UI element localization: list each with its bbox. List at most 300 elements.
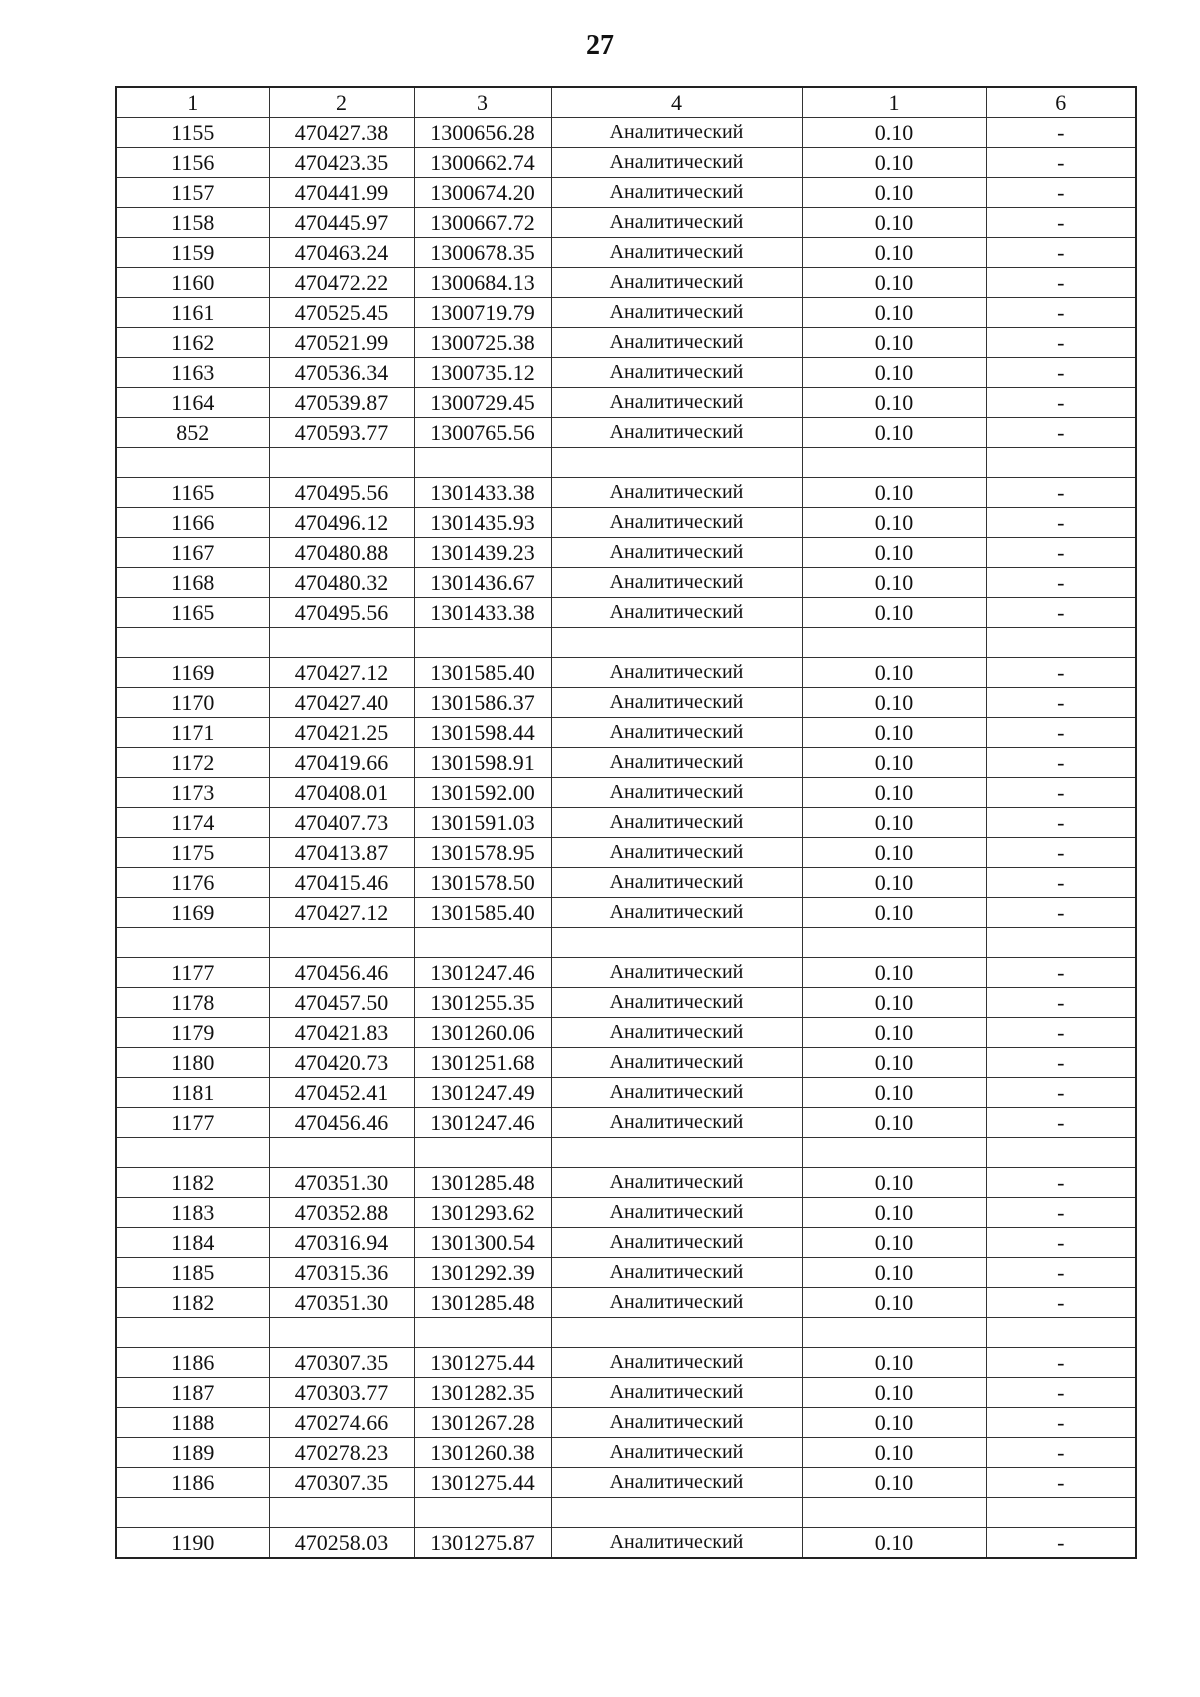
table-row [116,1168,1136,1198]
note-cell: - [986,898,1136,928]
y-coordinate-cell: 1301591.03 [414,808,551,838]
accuracy-cell: 0.10 [802,598,986,628]
table-row [116,838,1136,868]
x-coordinate-cell: 470307.35 [269,1348,414,1378]
y-coordinate-cell: 1300719.79 [414,298,551,328]
method-cell: Аналитический [551,808,802,838]
accuracy-cell: 0.10 [802,1468,986,1498]
accuracy-cell: 0.10 [802,658,986,688]
point-number-cell: 1172 [116,748,269,778]
x-coordinate-cell: 470421.83 [269,1018,414,1048]
table-row [116,1228,1136,1258]
accuracy-cell: 0.10 [802,898,986,928]
column-header: 1 [802,87,986,118]
x-coordinate-cell [269,928,414,958]
y-coordinate-cell: 1301275.44 [414,1348,551,1378]
method-cell [551,628,802,658]
method-cell [551,448,802,478]
x-coordinate-cell [269,448,414,478]
point-number-cell: 1183 [116,1198,269,1228]
method-cell: Аналитический [551,1078,802,1108]
accuracy-cell: 0.10 [802,208,986,238]
table-row [116,1138,1136,1168]
x-coordinate-cell: 470351.30 [269,1168,414,1198]
accuracy-cell: 0.10 [802,568,986,598]
method-cell: Аналитический [551,328,802,358]
x-coordinate-cell: 470427.40 [269,688,414,718]
point-number-cell: 1181 [116,1078,269,1108]
table-header-row [116,87,1136,118]
note-cell: - [986,988,1136,1018]
accuracy-cell: 0.10 [802,178,986,208]
table-row [116,868,1136,898]
x-coordinate-cell: 470457.50 [269,988,414,1018]
note-cell: - [986,598,1136,628]
note-cell: - [986,718,1136,748]
accuracy-cell [802,1318,986,1348]
note-cell: - [986,1228,1136,1258]
point-number-cell: 1179 [116,1018,269,1048]
method-cell [551,1138,802,1168]
note-cell: - [986,1348,1136,1378]
table-row [116,928,1136,958]
table-row [116,1048,1136,1078]
point-number-cell: 1155 [116,118,269,148]
note-cell: - [986,1168,1136,1198]
table-row [116,568,1136,598]
table-row [116,988,1136,1018]
table-row [116,538,1136,568]
note-cell: - [986,688,1136,718]
y-coordinate-cell: 1301592.00 [414,778,551,808]
x-coordinate-cell: 470419.66 [269,748,414,778]
accuracy-cell [802,628,986,658]
note-cell: - [986,298,1136,328]
table-row [116,118,1136,148]
accuracy-cell: 0.10 [802,1288,986,1318]
x-coordinate-cell: 470495.56 [269,478,414,508]
method-cell: Аналитический [551,1018,802,1048]
point-number-cell: 1174 [116,808,269,838]
accuracy-cell: 0.10 [802,868,986,898]
x-coordinate-cell: 470307.35 [269,1468,414,1498]
x-coordinate-cell: 470427.38 [269,118,414,148]
table-row [116,1198,1136,1228]
table-row [116,1318,1136,1348]
x-coordinate-cell: 470258.03 [269,1528,414,1559]
note-cell: - [986,1378,1136,1408]
x-coordinate-cell: 470539.87 [269,388,414,418]
note-cell: - [986,1018,1136,1048]
y-coordinate-cell: 1301247.46 [414,1108,551,1138]
note-cell: - [986,388,1136,418]
note-cell: - [986,868,1136,898]
accuracy-cell: 0.10 [802,1108,986,1138]
page-number: 27 [586,30,614,61]
x-coordinate-cell: 470278.23 [269,1438,414,1468]
table-row [116,358,1136,388]
accuracy-cell: 0.10 [802,298,986,328]
note-cell [986,628,1136,658]
point-number-cell: 1165 [116,598,269,628]
note-cell: - [986,958,1136,988]
accuracy-cell: 0.10 [802,748,986,778]
y-coordinate-cell: 1301260.06 [414,1018,551,1048]
y-coordinate-cell: 1300678.35 [414,238,551,268]
note-cell [986,448,1136,478]
point-number-cell: 1187 [116,1378,269,1408]
method-cell: Аналитический [551,1438,802,1468]
table-body [116,118,1136,1559]
table-row [116,1438,1136,1468]
y-coordinate-cell: 1301292.39 [414,1258,551,1288]
point-number-cell [116,928,269,958]
method-cell: Аналитический [551,178,802,208]
note-cell: - [986,148,1136,178]
point-number-cell: 1182 [116,1288,269,1318]
y-coordinate-cell: 1301247.46 [414,958,551,988]
table-row [116,1108,1136,1138]
accuracy-cell: 0.10 [802,1078,986,1108]
point-number-cell: 1162 [116,328,269,358]
table-row [116,478,1136,508]
y-coordinate-cell: 1301433.38 [414,598,551,628]
method-cell: Аналитический [551,418,802,448]
y-coordinate-cell: 1301435.93 [414,508,551,538]
method-cell [551,1318,802,1348]
table-row [116,238,1136,268]
table-row [116,1378,1136,1408]
method-cell: Аналитический [551,148,802,178]
x-coordinate-cell [269,1498,414,1528]
y-coordinate-cell: 1301585.40 [414,898,551,928]
y-coordinate-cell [414,928,551,958]
x-coordinate-cell: 470351.30 [269,1288,414,1318]
note-cell: - [986,1438,1136,1468]
accuracy-cell: 0.10 [802,538,986,568]
accuracy-cell: 0.10 [802,148,986,178]
y-coordinate-cell [414,448,551,478]
x-coordinate-cell: 470441.99 [269,178,414,208]
point-number-cell: 1182 [116,1168,269,1198]
y-coordinate-cell: 1301282.35 [414,1378,551,1408]
table-row [116,808,1136,838]
y-coordinate-cell: 1301247.49 [414,1078,551,1108]
note-cell [986,928,1136,958]
method-cell: Аналитический [551,298,802,328]
y-coordinate-cell: 1300729.45 [414,388,551,418]
point-number-cell: 1177 [116,1108,269,1138]
note-cell: - [986,208,1136,238]
point-number-cell: 1159 [116,238,269,268]
note-cell: - [986,328,1136,358]
table-row [116,658,1136,688]
note-cell [986,1498,1136,1528]
accuracy-cell: 0.10 [802,1258,986,1288]
table-row [116,508,1136,538]
y-coordinate-cell [414,1318,551,1348]
y-coordinate-cell: 1301586.37 [414,688,551,718]
y-coordinate-cell: 1300725.38 [414,328,551,358]
point-number-cell: 1177 [116,958,269,988]
x-coordinate-cell: 470496.12 [269,508,414,538]
x-coordinate-cell: 470415.46 [269,868,414,898]
note-cell: - [986,1048,1136,1078]
point-number-cell: 1161 [116,298,269,328]
note-cell: - [986,358,1136,388]
accuracy-cell: 0.10 [802,238,986,268]
x-coordinate-cell: 470445.97 [269,208,414,238]
y-coordinate-cell: 1301293.62 [414,1198,551,1228]
method-cell: Аналитический [551,238,802,268]
accuracy-cell: 0.10 [802,1528,986,1559]
x-coordinate-cell: 470472.22 [269,268,414,298]
y-coordinate-cell: 1300662.74 [414,148,551,178]
coordinates-table [115,86,1137,1559]
x-coordinate-cell: 470303.77 [269,1378,414,1408]
accuracy-cell: 0.10 [802,1048,986,1078]
method-cell: Аналитический [551,1198,802,1228]
point-number-cell: 1189 [116,1438,269,1468]
point-number-cell: 1164 [116,388,269,418]
x-coordinate-cell: 470315.36 [269,1258,414,1288]
y-coordinate-cell [414,628,551,658]
point-number-cell: 1186 [116,1348,269,1378]
column-header: 2 [269,87,414,118]
method-cell: Аналитический [551,598,802,628]
x-coordinate-cell: 470480.88 [269,538,414,568]
method-cell: Аналитический [551,778,802,808]
accuracy-cell: 0.10 [802,1378,986,1408]
method-cell: Аналитический [551,838,802,868]
accuracy-cell: 0.10 [802,328,986,358]
accuracy-cell: 0.10 [802,988,986,1018]
x-coordinate-cell: 470521.99 [269,328,414,358]
x-coordinate-cell: 470413.87 [269,838,414,868]
method-cell: Аналитический [551,658,802,688]
accuracy-cell: 0.10 [802,268,986,298]
accuracy-cell: 0.10 [802,808,986,838]
y-coordinate-cell: 1301578.95 [414,838,551,868]
point-number-cell: 1185 [116,1258,269,1288]
method-cell: Аналитический [551,538,802,568]
x-coordinate-cell: 470421.25 [269,718,414,748]
note-cell: - [986,1408,1136,1438]
note-cell: - [986,1288,1136,1318]
point-number-cell: 1157 [116,178,269,208]
point-number-cell: 1176 [116,868,269,898]
y-coordinate-cell: 1301598.44 [414,718,551,748]
method-cell: Аналитический [551,1408,802,1438]
accuracy-cell [802,1138,986,1168]
table-row [116,1498,1136,1528]
point-number-cell: 1170 [116,688,269,718]
table-row [116,1348,1136,1378]
method-cell: Аналитический [551,1168,802,1198]
method-cell: Аналитический [551,1228,802,1258]
x-coordinate-cell: 470452.41 [269,1078,414,1108]
point-number-cell: 1190 [116,1528,269,1559]
note-cell: - [986,118,1136,148]
y-coordinate-cell: 1301578.50 [414,868,551,898]
x-coordinate-cell: 470407.73 [269,808,414,838]
x-coordinate-cell: 470352.88 [269,1198,414,1228]
y-coordinate-cell: 1301275.87 [414,1528,551,1559]
x-coordinate-cell: 470408.01 [269,778,414,808]
accuracy-cell: 0.10 [802,508,986,538]
note-cell: - [986,478,1136,508]
column-header: 4 [551,87,802,118]
table-row [116,178,1136,208]
accuracy-cell: 0.10 [802,478,986,508]
note-cell: - [986,568,1136,598]
table-row [116,268,1136,298]
accuracy-cell: 0.10 [802,1348,986,1378]
y-coordinate-cell: 1301255.35 [414,988,551,1018]
table-row [116,1288,1136,1318]
y-coordinate-cell: 1300656.28 [414,118,551,148]
column-header: 3 [414,87,551,118]
accuracy-cell: 0.10 [802,718,986,748]
note-cell: - [986,508,1136,538]
method-cell: Аналитический [551,1468,802,1498]
note-cell: - [986,1468,1136,1498]
method-cell: Аналитический [551,508,802,538]
method-cell: Аналитический [551,388,802,418]
point-number-cell: 1158 [116,208,269,238]
accuracy-cell: 0.10 [802,1018,986,1048]
point-number-cell: 1168 [116,568,269,598]
x-coordinate-cell: 470427.12 [269,658,414,688]
point-number-cell: 1188 [116,1408,269,1438]
table-row [116,1258,1136,1288]
x-coordinate-cell: 470274.66 [269,1408,414,1438]
y-coordinate-cell [414,1498,551,1528]
table-row [116,388,1136,418]
method-cell: Аналитический [551,1048,802,1078]
table-row [116,628,1136,658]
y-coordinate-cell: 1301285.48 [414,1288,551,1318]
method-cell: Аналитический [551,208,802,238]
point-number-cell: 1160 [116,268,269,298]
accuracy-cell: 0.10 [802,418,986,448]
accuracy-cell: 0.10 [802,958,986,988]
point-number-cell: 1156 [116,148,269,178]
table-row [116,328,1136,358]
method-cell: Аналитический [551,898,802,928]
method-cell: Аналитический [551,1288,802,1318]
method-cell: Аналитический [551,1258,802,1288]
table-row [116,298,1136,328]
method-cell [551,1498,802,1528]
table-row [116,688,1136,718]
point-number-cell: 1171 [116,718,269,748]
x-coordinate-cell [269,628,414,658]
method-cell: Аналитический [551,958,802,988]
method-cell: Аналитический [551,868,802,898]
point-number-cell: 1180 [116,1048,269,1078]
table-row [116,748,1136,778]
x-coordinate-cell: 470536.34 [269,358,414,388]
x-coordinate-cell: 470427.12 [269,898,414,928]
point-number-cell: 1173 [116,778,269,808]
method-cell [551,928,802,958]
table-row [116,598,1136,628]
y-coordinate-cell: 1301267.28 [414,1408,551,1438]
y-coordinate-cell: 1300765.56 [414,418,551,448]
note-cell: - [986,178,1136,208]
table-row [116,418,1136,448]
method-cell: Аналитический [551,1528,802,1559]
note-cell: - [986,538,1136,568]
note-cell: - [986,1078,1136,1108]
x-coordinate-cell: 470456.46 [269,958,414,988]
y-coordinate-cell: 1301275.44 [414,1468,551,1498]
y-coordinate-cell [414,1138,551,1168]
x-coordinate-cell: 470525.45 [269,298,414,328]
accuracy-cell: 0.10 [802,1408,986,1438]
note-cell: - [986,658,1136,688]
table-row [116,778,1136,808]
accuracy-cell: 0.10 [802,778,986,808]
method-cell: Аналитический [551,478,802,508]
accuracy-cell: 0.10 [802,358,986,388]
accuracy-cell: 0.10 [802,838,986,868]
column-header: 1 [116,87,269,118]
y-coordinate-cell: 1300674.20 [414,178,551,208]
method-cell: Аналитический [551,118,802,148]
x-coordinate-cell: 470463.24 [269,238,414,268]
method-cell: Аналитический [551,688,802,718]
point-number-cell [116,628,269,658]
point-number-cell [116,448,269,478]
note-cell: - [986,778,1136,808]
x-coordinate-cell [269,1318,414,1348]
y-coordinate-cell: 1300667.72 [414,208,551,238]
method-cell: Аналитический [551,358,802,388]
x-coordinate-cell: 470495.56 [269,598,414,628]
y-coordinate-cell: 1300735.12 [414,358,551,388]
note-cell: - [986,748,1136,778]
x-coordinate-cell: 470420.73 [269,1048,414,1078]
method-cell: Аналитический [551,1108,802,1138]
method-cell: Аналитический [551,268,802,298]
note-cell [986,1138,1136,1168]
y-coordinate-cell: 1301260.38 [414,1438,551,1468]
method-cell: Аналитический [551,1378,802,1408]
note-cell: - [986,1528,1136,1559]
accuracy-cell: 0.10 [802,1168,986,1198]
note-cell: - [986,1258,1136,1288]
point-number-cell: 1163 [116,358,269,388]
accuracy-cell: 0.10 [802,1198,986,1228]
point-number-cell: 1167 [116,538,269,568]
point-number-cell: 852 [116,418,269,448]
column-header: 6 [986,87,1136,118]
point-number-cell [116,1138,269,1168]
point-number-cell: 1186 [116,1468,269,1498]
y-coordinate-cell: 1301433.38 [414,478,551,508]
method-cell: Аналитический [551,568,802,598]
point-number-cell: 1184 [116,1228,269,1258]
y-coordinate-cell: 1300684.13 [414,268,551,298]
table-row [116,448,1136,478]
x-coordinate-cell [269,1138,414,1168]
note-cell: - [986,1198,1136,1228]
table-row [116,898,1136,928]
accuracy-cell [802,1498,986,1528]
method-cell: Аналитический [551,1348,802,1378]
